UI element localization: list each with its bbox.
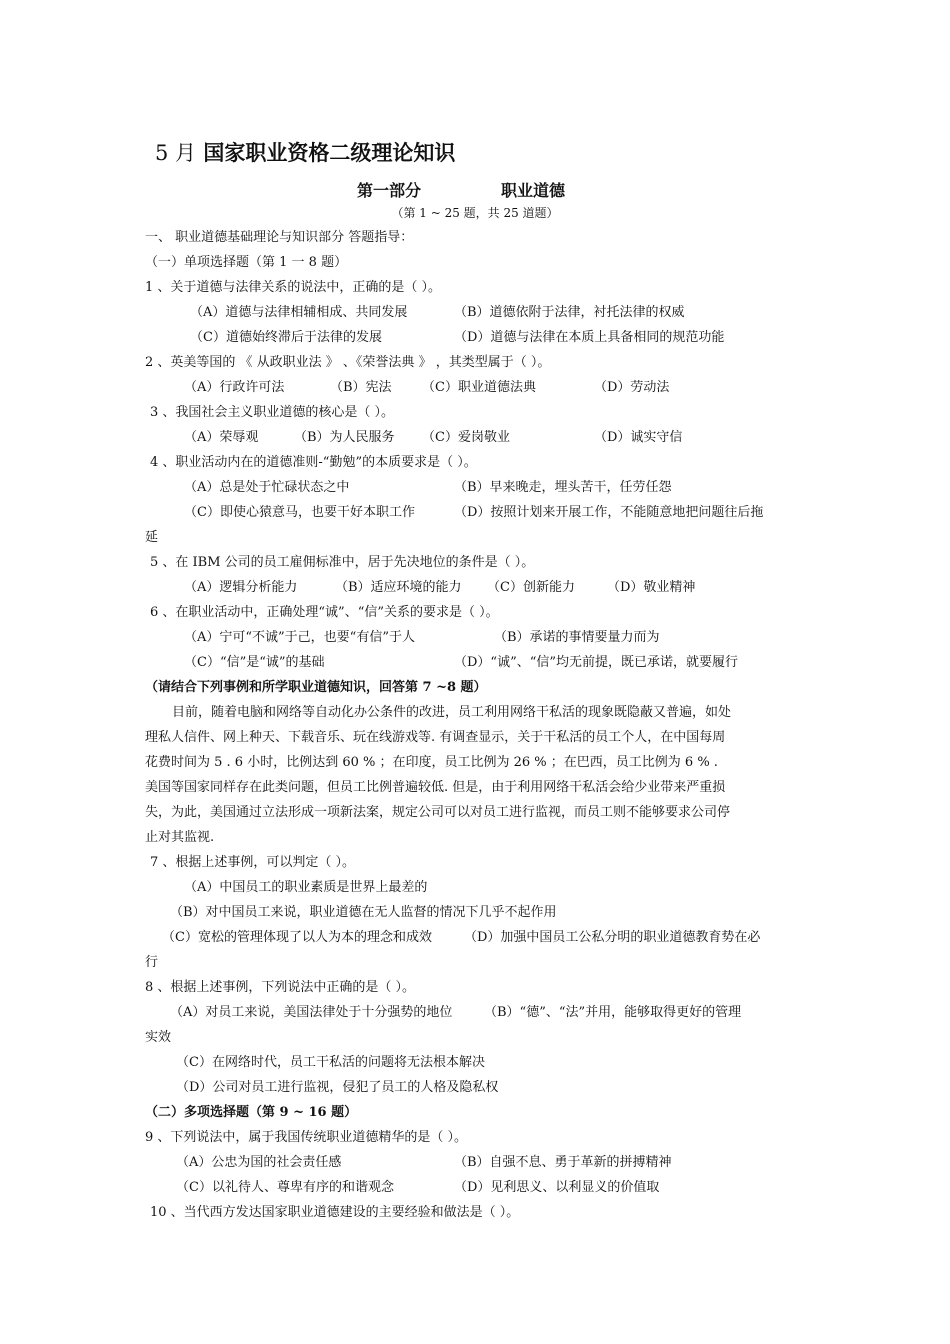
- section-heading: 一、 职业道德基础理论与知识部分 答题指导：: [145, 230, 414, 245]
- question-9: 9 、下列说法中，属于我国传统职业道德精华的是（ ）。: [145, 1130, 468, 1145]
- question-10: 10 、当代西方发达国家职业道德建设的主要经验和做法是（ ）。: [150, 1205, 520, 1220]
- q1-option-c: （C）道德始终滞后于法律的发展: [190, 330, 382, 345]
- q7-option-c: （C）宽松的管理体现了以人为本的理念和成效: [162, 930, 432, 945]
- q5-option-b: （B）适应环境的能力: [335, 580, 462, 595]
- question-6: 6 、在职业活动中，正确处理“诚”、“信”关系的要求是（ ）。: [150, 605, 499, 620]
- q3-option-a: （A）荣辱观: [184, 430, 259, 445]
- q8-option-a: （A）对员工来说，美国法律处于十分强势的地位: [170, 1005, 453, 1020]
- q9-option-d: （D）见利思义、以利显义的价值取: [454, 1180, 660, 1195]
- q2-option-c: （C）职业道德法典: [422, 380, 536, 395]
- q2-option-b: （B）宪法: [330, 380, 392, 395]
- q4-option-a: （A）总是处于忙碌状态之中: [184, 480, 350, 495]
- case-paragraph-line-3: 花费时间为 5 . 6 小时，比例达到 60 % ；在印度，员工比例为 26 % ；在巴西，员工比例为 6 % .: [145, 755, 718, 770]
- q3-option-c: （C）爱岗敬业: [422, 430, 510, 445]
- title-text: 国家职业资格二级理论知识: [203, 140, 456, 165]
- q5-option-a: （A）逻辑分析能力: [184, 580, 298, 595]
- q8-option-d: （D）公司对员工进行监视，侵犯了员工的人格及隐私权: [176, 1080, 499, 1095]
- q4-option-b: （B）早来晚走，埋头苦干，任劳任怨: [454, 480, 672, 495]
- case-paragraph-line-2: 理私人信件、网上种天、下载音乐、玩在线游戏等. 有调查显示，关于干私活的员工个人，在中国每周: [145, 730, 726, 745]
- case-instruction: （请结合下列事例和所学职业道德知识，回答第 7 ~8 题）: [145, 680, 487, 695]
- q6-option-a: （A）宁可“不诚”于己，也要“有信”于人: [184, 630, 415, 645]
- q8-option-c: （C）在网络时代，员工干私活的问题将无法根本解决: [176, 1055, 485, 1070]
- question-5: 5 、在 IBM 公司的员工雇佣标准中，居于先决地位的条件是（ ）。: [150, 555, 535, 570]
- question-1: 1 、关于道德与法律关系的说法中，正确的是（ ）。: [145, 280, 442, 295]
- q2-option-a: （A）行政许可法: [184, 380, 285, 395]
- q7-option-a: （A）中国员工的职业素质是世界上最差的: [184, 880, 428, 895]
- case-paragraph-line-4: 美国等国家同样存在此类问题，但员工比例普遍较低. 但是，由于利用网络干私活会给少业带来严重损: [145, 780, 726, 795]
- part-name: 职业道德: [501, 181, 566, 200]
- case-paragraph-line-6: 止对其监视.: [145, 830, 215, 845]
- subsection-heading: （一）单项选择题（第 1 一 8 题）: [145, 255, 348, 270]
- q4-option-d: （D）按照计划来开展工作，不能随意地把问题往后拖: [454, 505, 764, 520]
- q8-option-b-cont: 实效: [145, 1030, 172, 1045]
- case-paragraph-line-1: 目前，随着电脑和网络等自动化办公条件的改进，员工利用网络干私活的现象既隐蔽又普遍，如处: [172, 705, 732, 720]
- q1-option-b: （B）道德依附于法律，衬托法律的权威: [454, 305, 685, 320]
- part-range: （第 1 ~ 25 题，共 25 道题）: [391, 206, 559, 220]
- question-3: 3 、我国社会主义职业道德的核心是（ ）。: [150, 405, 395, 420]
- q6-option-b: （B）承诺的事情要量力而为: [494, 630, 660, 645]
- q5-option-c: （C）创新能力: [487, 580, 575, 595]
- case-paragraph-line-5: 失，为此，美国通过立法形成一项新法案，规定公司可以对员工进行监视，而员工则不能够要求公司停: [145, 805, 731, 820]
- q4-option-c: （C）即使心猿意马，也要干好本职工作: [184, 505, 415, 520]
- q6-option-d: （D）“诚”、“信”均无前提，既已承诺，就要履行: [454, 655, 739, 670]
- part-number: 第一部分: [357, 181, 422, 200]
- q9-option-c: （C）以礼待人、尊卑有序的和谐观念: [176, 1180, 394, 1195]
- q3-option-d: （D）诚实守信: [594, 430, 683, 445]
- q7-option-b: （B）对中国员工来说，职业道德在无人监督的情况下几乎不起作用: [170, 905, 557, 920]
- question-8: 8 、根据上述事例，下列说法中正确的是（ ）。: [145, 980, 416, 995]
- q3-option-b: （B）为人民服务: [294, 430, 395, 445]
- q2-option-d: （D）劳动法: [594, 380, 670, 395]
- title-month: 5 月: [155, 141, 197, 165]
- question-2: 2 、英美等国的 《 从政职业法 》 、《荣誉法典 》 ，其类型属于（ ）。: [145, 355, 551, 370]
- q7-option-d: （D）加强中国员工公私分明的职业道德教育势在必: [464, 930, 761, 945]
- multi-choice-heading: （二）多项选择题（第 9 ~ 16 题）: [145, 1105, 358, 1120]
- q7-option-d-cont: 行: [145, 955, 159, 970]
- q5-option-d: （D）敬业精神: [607, 580, 696, 595]
- q1-option-a: （A）道德与法律相辅相成、共同发展: [190, 305, 408, 320]
- q9-option-a: （A）公忠为国的社会责任感: [176, 1155, 342, 1170]
- q8-option-b: （B）“德”、“法”并用，能够取得更好的管理: [484, 1005, 742, 1020]
- q1-option-d: （D）道德与法律在本质上具备相同的规范功能: [454, 330, 725, 345]
- document-title: [155, 137, 455, 167]
- question-7: 7 、根据上述事例，可以判定（ ）。: [150, 855, 356, 870]
- q4-option-d-cont: 延: [145, 530, 159, 545]
- q9-option-b: （B）自强不息、勇于革新的拼搏精神: [454, 1155, 672, 1170]
- question-4: 4 、职业活动内在的道德准则-“勤勉”的本质要求是（ ）。: [150, 455, 477, 470]
- q6-option-c: （C）“信”是“诚”的基础: [184, 655, 325, 670]
